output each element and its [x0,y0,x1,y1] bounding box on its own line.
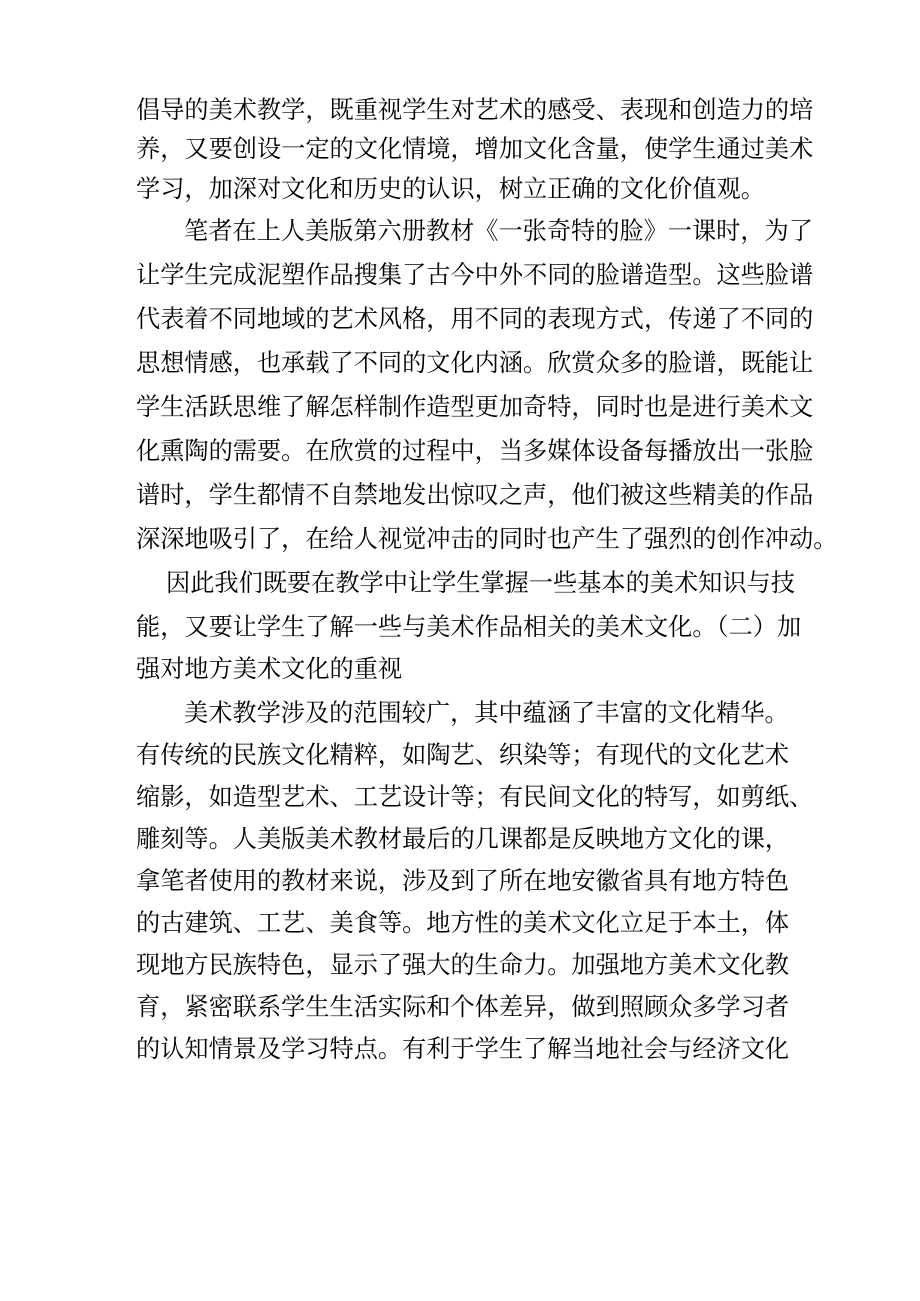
text-line: 让学生完成泥塑作品搜集了古今中外不同的脸谱造型。这些脸谱 [136,261,814,289]
text-line: 化熏陶的需要。在欣赏的过程中，当多媒体设备每播放出一张脸 [136,437,814,465]
paragraph-2 [136,214,838,556]
text-line: 拿笔者使用的教材来说，涉及到了所在地安徽省具有地方特色 [136,867,790,895]
text-line: 缩影，如造型艺术、工艺设计等；有民间文化的特写，如剪纸、 [136,783,814,811]
paragraph-1 [136,93,814,206]
text-line: 的古建筑、工艺、美食等。地方性的美术文化立足于本土，体 [136,909,790,937]
text-line: 现地方民族特色，显示了强大的生命力。加强地方美术文化教 [136,951,790,979]
text-line: 育，紧密联系学生生活实际和个体差异，做到照顾众多学习者 [136,993,790,1021]
text-line: 谱时，学生都情不自禁地发出惊叹之声，他们被这些精美的作品 [136,481,814,509]
text-line: 养，又要创设一定的文化情境，增加文化含量，使学生通过美术 [136,135,814,163]
text-line: 雕刻等。人美版美术教材最后的几课都是反映地方文化的课， [136,825,790,853]
paragraph-4 [136,696,814,1066]
text-line: 有传统的民族文化精粹，如陶艺、织染等；有现代的文化艺术 [136,741,790,769]
text-line: 思想情感，也承载了不同的文化内涵。欣赏众多的脸谱，既能让 [136,349,814,377]
text-line: 深深地吸引了，在给人视觉冲击的同时也产生了强烈的创作冲动。 [136,525,838,553]
text-line: 代表着不同地域的艺术风格，用不同的表现方式，传递了不同的 [136,305,814,333]
text-line: 学习，加深对文化和历史的认识，树立正确的文化价值观。 [136,175,765,203]
text-line: 因此我们既要在教学中让学生掌握一些基本的美术知识与技 [166,569,795,597]
body-text [136,93,838,1066]
text-line: 强对地方美术文化的重视 [136,655,403,683]
text-line: 笔者在上人美版第六册教材《一张奇特的脸》一课时，为了 [184,217,813,245]
text-line: 美术教学涉及的范围较广，其中蕴涵了丰富的文化精华。 [184,699,789,727]
text-line: 学生活跃思维了解怎样制作造型更加奇特，同时也是进行美术文 [136,393,814,421]
paragraph-3 [136,566,802,686]
text-line: 能，又要让学生了解一些与美术作品相关的美术文化。（二）加 [136,613,802,641]
text-line: 的认知情景及学习特点。有利于学生了解当地社会与经济文化 [136,1035,790,1063]
text-line: 倡导的美术教学，既重视学生对艺术的感受、表现和创造力的培 [136,96,814,124]
